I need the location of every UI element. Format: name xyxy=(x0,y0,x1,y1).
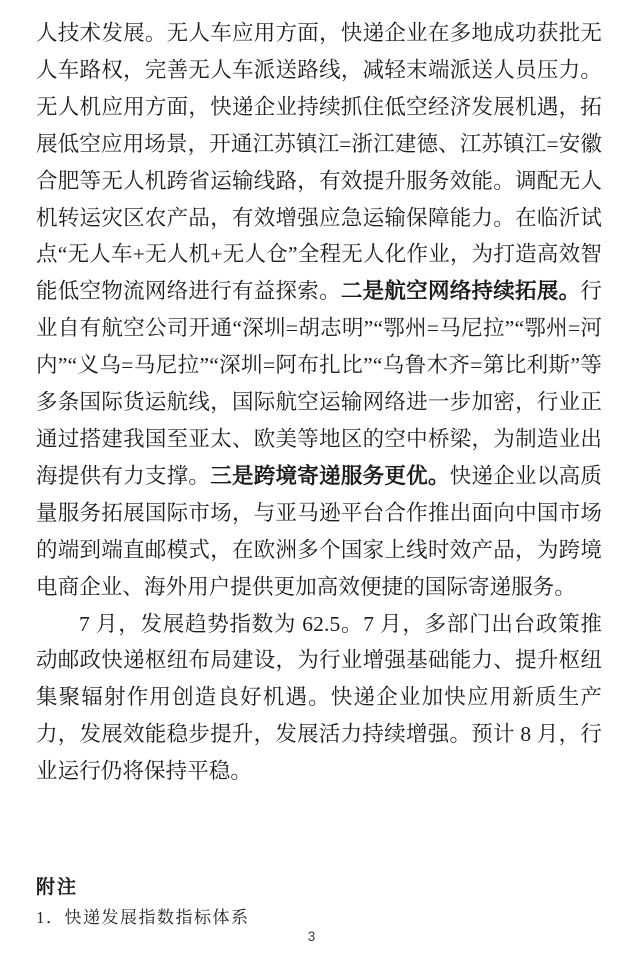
text-segment: 人技术发展。无人车应用方面，快递企业在多地成功获批无人车路权，完善无人车派送路线，减轻末端派送人员压力。无人机应用方面，快递企业持续抓住低空经济发展机遇，拓展低空应用场景，开通江苏镇江=浙江建德、江苏镇江=安徽合肥等无人机跨省运输线路，有效提升服务效能。调配无人机转运灾区农产品，有效增强应急运输保障能力。在临沂试点“无人车+无人机+无人仓”全程无人化作业，为打造高效智能低空物流网络进行有益探索。 xyxy=(36,21,602,304)
bold-text-segment: 三是跨境寄递服务更优。 xyxy=(210,463,450,488)
text-segment: 快递企业以高质量服务拓展国际市场，与亚马逊平台合作推出面向中国市场的端到端直邮模式，在欧洲多个国家上线时效产品，为跨境电商企业、海外用户提供更加高效便捷的国际寄递服务。 xyxy=(36,463,602,599)
document-body xyxy=(36,15,602,790)
paragraph xyxy=(36,15,602,606)
notes-heading: 附注 xyxy=(36,877,79,898)
note-item: 1．快递发展指数指标体系 xyxy=(36,908,250,927)
text-segment: 行业自有航空公司开通“深圳=胡志明”“鄂州=马尼拉”“鄂州=河内”“义乌=马尼拉”“深圳=阿布扎比”“乌鲁木齐=第比利斯”等多条国际货运航线，国际航空运输网络进一步加密，行业正通过搭建我国至亚太、欧美等地区的空中桥梁，为制造业出海提供有力支撑。 xyxy=(36,279,602,488)
page-number: 3 xyxy=(307,929,316,944)
bold-text-segment: 二是航空网络持续拓展。 xyxy=(340,279,581,304)
notes-section xyxy=(36,876,602,928)
paragraph xyxy=(36,606,602,791)
text-segment: 7 月，发展趋势指数为 62.5。7 月，多部门出台政策推动邮政快递枢纽布局建设，为行业增强基础能力、提升枢纽集聚辐射作用创造良好机遇。快递企业加快应用新质生产力，发展效能稳步提升，发展活力持续增强。预计 8 月，行业运行仍将保持平稳。 xyxy=(36,611,602,784)
